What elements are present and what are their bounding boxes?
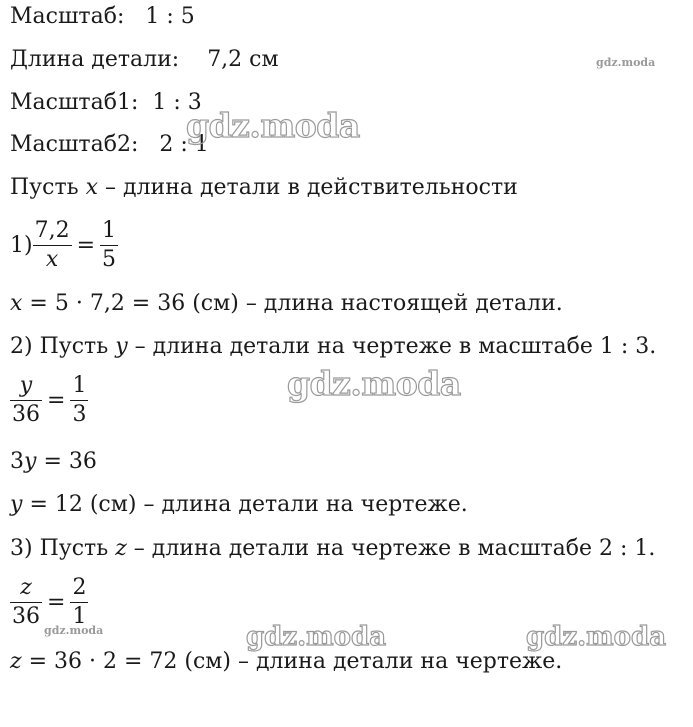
intro-prefix: Пусть xyxy=(10,175,79,200)
step2-proportion xyxy=(10,372,88,429)
fraction-numerator: 7,2 xyxy=(33,217,72,246)
coefficient: 3 xyxy=(10,449,24,474)
fraction-lhs xyxy=(33,217,72,274)
scale1-label: Масштаб1: xyxy=(10,90,139,115)
variable-y: y xyxy=(115,334,128,359)
watermark: gdz.moda xyxy=(287,364,461,403)
scale-label: Масштаб: xyxy=(10,4,125,29)
fraction-numerator: 2 xyxy=(70,574,88,603)
step2-result-text: = 12 (см) – длина детали на чертеже. xyxy=(29,492,468,517)
watermark: gdz.moda xyxy=(186,106,360,145)
step2-intro xyxy=(10,333,656,361)
watermark: gdz.moda xyxy=(596,56,656,69)
variable-y: y xyxy=(10,492,23,517)
variable-y: y xyxy=(24,449,37,474)
variable-z: z xyxy=(115,536,127,561)
step2-prefix: 2) Пусть xyxy=(10,334,109,359)
fraction-numerator: y xyxy=(10,372,42,401)
step2-result xyxy=(10,491,468,519)
fraction-denominator: x xyxy=(45,247,59,272)
fraction-denominator: 36 xyxy=(12,402,40,427)
step3-prefix: 3) Пусть xyxy=(10,536,109,561)
fraction-numerator: 1 xyxy=(70,372,88,401)
step3-intro-text: – длина детали на чертеже в масштабе 2 : 1. xyxy=(133,536,656,561)
given-scale xyxy=(10,3,195,31)
fraction-lhs xyxy=(10,372,42,429)
intro-text: – длина детали в действительности xyxy=(105,175,518,200)
scale-value: 1 : 5 xyxy=(145,4,195,29)
step3-proportion xyxy=(10,574,88,631)
fraction-denominator: 36 xyxy=(12,604,40,629)
step1-result-text: = 5 · 7,2 = 36 (см) – длина настоящей детали. xyxy=(29,291,563,316)
fraction-rhs xyxy=(100,217,118,274)
equals-sign: = xyxy=(47,590,66,615)
step1-number: 1) xyxy=(10,233,33,258)
step3-result xyxy=(10,648,562,676)
step2-equation-rest: = 36 xyxy=(43,449,97,474)
fraction-denominator: 3 xyxy=(72,402,87,427)
scale2-value: 2 : 1 xyxy=(159,132,209,157)
scale1-value: 1 : 3 xyxy=(152,90,202,115)
fraction-numerator: z xyxy=(10,574,42,603)
fraction-lhs xyxy=(10,574,42,631)
fraction-denominator: 5 xyxy=(102,247,117,272)
step1-proportion xyxy=(10,217,118,274)
step2-intro-text: – длина детали на чертеже в масштабе 1 : 3. xyxy=(134,334,657,359)
fraction-denominator: 1 xyxy=(72,604,87,629)
variable-x: x xyxy=(85,175,99,200)
step1-result xyxy=(10,290,563,318)
equals-sign: = xyxy=(76,233,96,258)
fraction-numerator: 1 xyxy=(100,217,118,246)
fraction-rhs xyxy=(70,574,88,631)
scale2-label: Масштаб2: xyxy=(10,132,139,157)
fraction-rhs xyxy=(70,372,88,429)
equals-sign: = xyxy=(47,388,66,413)
length-value: 7,2 см xyxy=(207,47,279,72)
watermark: gdz.moda xyxy=(44,624,104,637)
given-length xyxy=(10,46,279,74)
length-label: Длина детали: xyxy=(10,47,180,72)
variable-x: x xyxy=(10,291,23,316)
watermark: gdz.moda xyxy=(526,622,667,652)
given-scale1 xyxy=(10,89,202,117)
step3-intro xyxy=(10,535,655,563)
step2-equation xyxy=(10,448,97,476)
step3-result-text: = 36 · 2 = 72 (см) – длина детали на чертеже. xyxy=(28,649,563,674)
given-scale2 xyxy=(10,131,209,159)
intro-line xyxy=(10,174,518,202)
variable-z: z xyxy=(10,649,22,674)
watermark: gdz.moda xyxy=(246,622,387,652)
